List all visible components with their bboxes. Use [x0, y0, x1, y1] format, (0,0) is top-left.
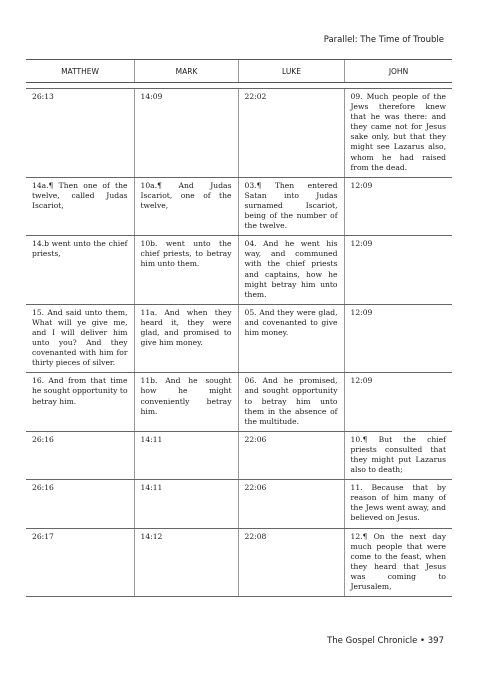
table-row [26, 373, 452, 431]
page-footer: The Gospel Chronicle • 397 [327, 636, 444, 646]
luke-cell: 06. And he promised, and sought opportunity to betray him unto them in the absence of the multitude. [238, 373, 344, 431]
john-cell: 12:09 [344, 304, 452, 373]
mark-cell: 14:12 [134, 528, 238, 597]
matthew-cell: 15. And said unto them, What will ye give me, and I will deliver him unto you? And they covenanted with him for thirty pieces of silver. [26, 304, 134, 373]
john-cell: 12:09 [344, 236, 452, 305]
mark-cell: 11b. And he sought how he might conveniently betray him. [134, 373, 238, 431]
john-cell: 12:09 [344, 177, 452, 235]
matthew-cell: 26:17 [26, 528, 134, 597]
luke-cell: 22:06 [238, 431, 344, 479]
table-row [26, 304, 452, 373]
john-cell: 11. Because that by reason of him many of the Jews went away, and believed on Jesus. [344, 480, 452, 528]
luke-cell: 05. And they were glad, and covenanted to give him money. [238, 304, 344, 373]
mark-cell: 14:11 [134, 480, 238, 528]
luke-cell: 03.¶ Then entered Satan into Judas surnamed Iscariot, being of the number of the twelve. [238, 177, 344, 235]
matthew-cell: 26:13 [26, 89, 134, 178]
matthew-cell: 26:16 [26, 431, 134, 479]
matthew-cell: 16. And from that time he sought opportunity to betray him. [26, 373, 134, 431]
luke-cell: 04. And he went his way, and communed with the chief priests and captains, how he might betray him unto them. [238, 236, 344, 305]
john-cell: 10.¶ But the chief priests consulted that they might put Lazarus also to death; [344, 431, 452, 479]
matthew-cell: 14.b went unto the chief priests, [26, 236, 134, 305]
table-row [26, 89, 452, 178]
running-head: Parallel: The Time of Trouble [323, 35, 444, 45]
john-cell: 12.¶ On the next day much people that were come to the feast, when they heard that Jesus was coming to Jerusalem, [344, 528, 452, 597]
luke-cell: 22:06 [238, 480, 344, 528]
table-row [26, 480, 452, 528]
matthew-cell: 14a.¶ Then one of the twelve, called Judas Iscariot, [26, 177, 134, 235]
table-row [26, 528, 452, 597]
matthew-cell: 26:16 [26, 480, 134, 528]
mark-cell: 11a. And when they heard it, they were glad, and promised to give him money. [134, 304, 238, 373]
column-header-luke: LUKE [238, 60, 344, 82]
table-row [26, 236, 452, 305]
column-header-john: JOHN [344, 60, 452, 82]
mark-cell: 14:11 [134, 431, 238, 479]
luke-cell: 22:02 [238, 89, 344, 178]
mark-cell: 14:09 [134, 89, 238, 178]
column-header-matthew: MATTHEW [61, 66, 99, 76]
table-row [26, 431, 452, 479]
luke-cell: 22:08 [238, 528, 344, 597]
mark-cell: 10a.¶ And Judas Iscariot, one of the twelve, [134, 177, 238, 235]
column-header-mark: MARK [134, 60, 238, 82]
john-cell: 09. Much people of the Jews therefore knew that he was there: and they came not for Jesus sake only, but that they might see Lazarus also, whom he had raised from the dead. [344, 89, 452, 178]
table-row [26, 177, 452, 235]
parallel-table [26, 88, 452, 597]
mark-cell: 10b. went unto the chief priests, to betray him unto them. [134, 236, 238, 305]
column-header-bar [26, 59, 452, 83]
john-cell: 12:09 [344, 373, 452, 431]
